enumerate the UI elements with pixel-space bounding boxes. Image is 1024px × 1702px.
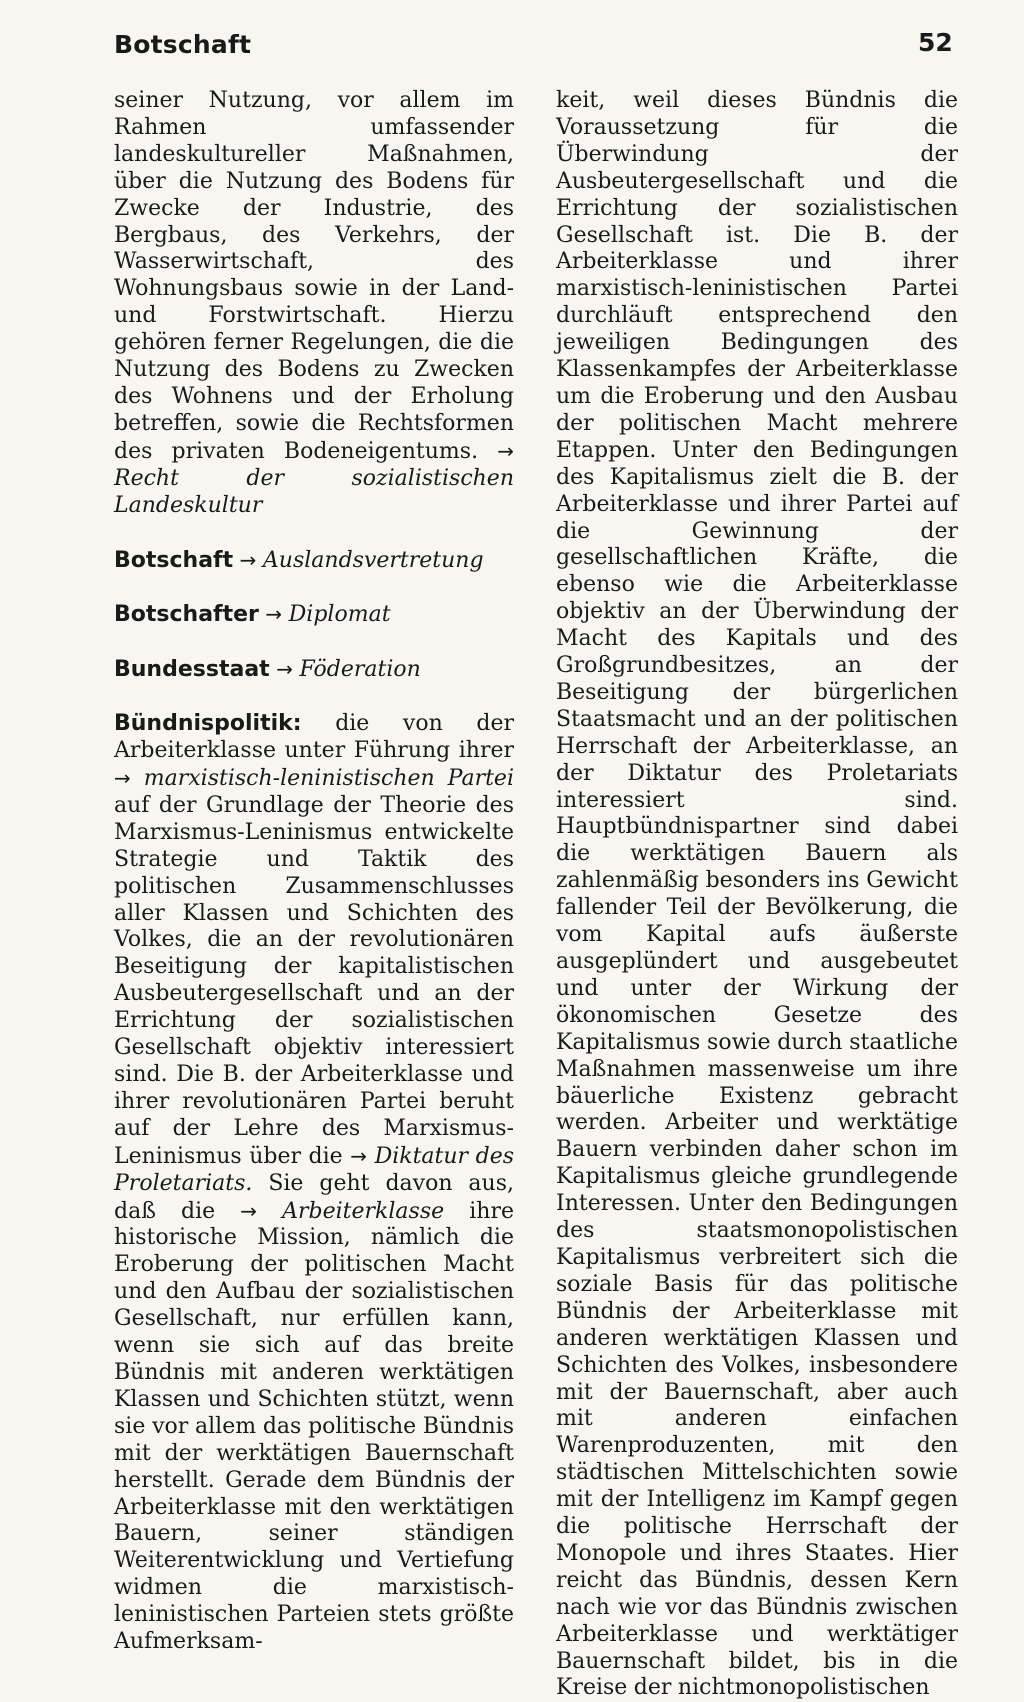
cross-reference-arrow-icon: → [350,1143,368,1168]
cross-reference-arrow-icon: → [240,1198,258,1223]
entry-bundesstaat [114,656,514,684]
entry-term: Bündnispolitik: [114,711,302,737]
right-column [556,88,958,1702]
cross-reference-link[interactable]: Diktatur des Proletariats. [114,1143,515,1196]
cross-reference-link[interactable]: Auslandsvertretung [262,547,484,573]
cross-reference-link[interactable]: Föderation [299,657,421,683]
page-number: 52 [918,28,953,57]
entry-continuation [114,88,514,520]
cross-reference-link[interactable]: Arbeiterklasse [282,1198,445,1224]
cross-reference-link[interactable]: marxistisch-leninistischen Partei [143,766,514,792]
running-head: Botschaft [114,30,252,59]
cross-reference-arrow-icon: → [265,602,283,627]
cross-reference-link[interactable]: Diplomat [288,602,391,628]
cross-reference-link[interactable]: Recht der sozialistischen Landeskultur [114,465,514,518]
left-column [114,88,514,1656]
entry-text: Sie geht davon aus, daß die [114,1170,514,1224]
entry-term: Botschaft [114,547,234,573]
entry-text: ihre historische Mission, nämlich die Eroberung der politischen Macht und den Aufbau der sozialistischen Gesellschaft, nur erfüllen kann, wenn sie sich auf das breite Bündnis mit anderen werktätigen Klassen und Schichten stützt, wenn sie vor allem das politische Bündnis mit der werktätigen Bauernschaft herstellt. Gerade dem Bündnis der Arbeiterklasse mit den werktätigen Bauern, seiner ständigen Weiterentwicklung und Vertiefung widmen die marxistisch-leninistischen Parteien stets größte Aufmerksam- [114,1198,514,1655]
entry-buendnispolitik [114,711,514,1656]
entry-botschafter [114,601,514,629]
entry-term: Botschafter [114,602,259,628]
cross-reference-arrow-icon: → [239,547,257,572]
entry-term: Bundesstaat [114,657,270,683]
continuation-text: seiner Nutzung, vor allem im Rahmen umfassender landeskultureller Maßnahmen, über die Nutzung des Bodens für Zwecke der Industrie, des Bergbaus, des Verkehrs, der Wasserwirtschaft, des Wohnungsbaus sowie in der Land- und Forstwirtschaft. Hierzu gehören ferner Regelungen, die die Nutzung des Bodens zu Zwecken des Wohnens und der Erholung betreffen, sowie die Rechtsformen des privaten Bodeneigentums. [114,88,514,464]
entry-text: die von der Arbeiterklasse unter Führung ihrer [114,711,514,764]
entry-botschaft [114,547,514,575]
cross-reference-arrow-icon: → [276,657,293,682]
entry-text: auf der Grundlage der Theorie des Marxismus-Leninismus entwickelte Strategie und Taktik des politischen Zusammenschlusses aller Klassen und Schichten des Volkes, die an der revolutionären Beseitigung der kapitalistischen Ausbeutergesellschaft und an der Errichtung der sozialistischen Gesellschaft objektiv interessiert sind. Die B. der Arbeiterklasse und ihrer revolutionären Partei beruht auf der Lehre des Marxismus-Leninismus über die [114,792,514,1169]
cross-reference-arrow-icon: → [497,438,514,463]
entry-continuation-text: keit, weil dieses Bündnis die Voraussetzung für die Überwindung der Ausbeutergesellschaft und die Errichtung der sozialistischen Gesellschaft ist. Die B. der Arbeiterklasse und ihrer marxistisch-leninistischen Partei durchläuft entsprechend den jeweiligen Bedingungen des Klassenkampfes der Arbeiterklasse um die Eroberung und den Ausbau der politischen Macht mehrere Etappen. Unter den Bedingungen des Kapitalismus zielt die B. der Arbeiterklasse und ihrer Partei auf die Gewinnung der gesellschaftlichen Kräfte, die ebenso wie die Arbeiterklasse objektiv an der Überwindung der Macht des Kapitals und des Großgrundbesitzes, an der Beseitigung der bürgerlichen Staatsmacht und an der politischen Herrschaft der Arbeiterklasse, an der Diktatur des Proletariats interessiert sind. Hauptbündnispartner sind dabei die werktätigen Bauern als zahlenmäßig besonders ins Gewicht fallender Teil der Bevölkerung, die vom Kapital aufs äußerste ausgeplündert und ausgebeutet und unter der Wirkung der ökonomischen Gesetze des Kapitalismus sowie durch staatliche Maßnahmen massenweise um ihre bäuerliche Existenz gebracht werden. Arbeiter und werktätige Bauern verbinden daher schon im Kapitalismus gleiche grundlegende Interessen. Unter den Bedingungen des staatsmonopolistischen Kapitalismus verbreitert sich die soziale Basis für das politische Bündnis der Arbeiterklasse mit anderen werktätigen Klassen und Schichten des Volkes, insbesondere mit der Bauernschaft, aber auch mit anderen einfachen Warenproduzenten, mit den städtischen Mittelschichten sowie mit der Intelligenz im Kampf gegen die politische Herrschaft der Monopole und ihres Staates. Hier reicht das Bündnis, dessen Kern nach wie vor das Bündnis zwischen Arbeiterklasse und werktätiger Bauernschaft bildet, bis in die Kreise der nichtmonopolistischen [556,88,958,1701]
cross-reference-arrow-icon: → [114,766,131,791]
